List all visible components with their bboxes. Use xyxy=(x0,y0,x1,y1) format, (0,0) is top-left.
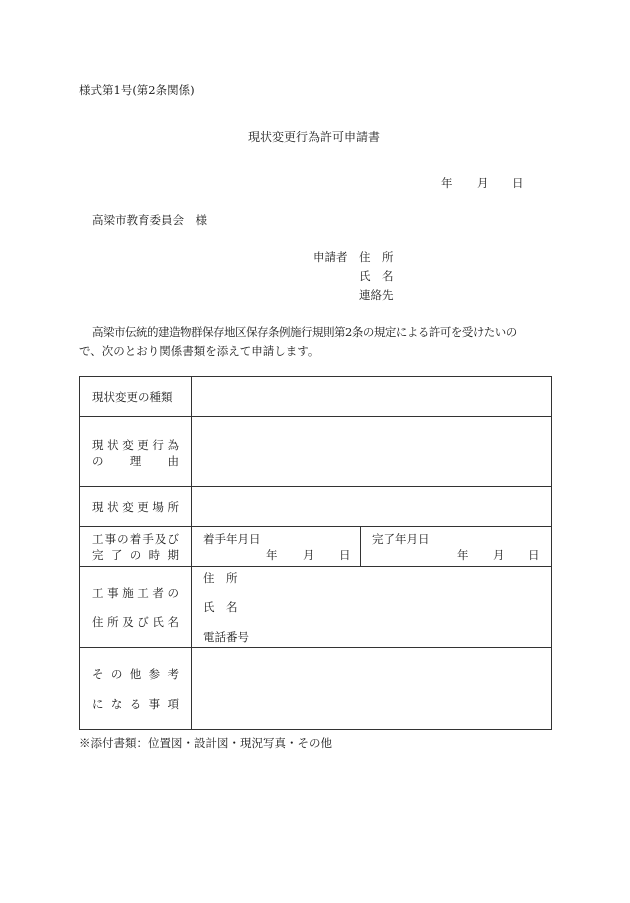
label-char: 状 xyxy=(107,500,119,514)
contractor-address-label: 住 所 xyxy=(203,571,238,585)
row-contractor xyxy=(80,567,552,648)
type-value-cell[interactable] xyxy=(192,377,552,417)
applicant-name-label: 氏 名 xyxy=(359,269,394,283)
reason-label-2-char: の xyxy=(92,454,104,468)
reason-label-1 xyxy=(92,437,179,453)
label-char: 氏 xyxy=(152,615,164,629)
contractor-label-2 xyxy=(92,614,179,630)
end-date-label: 完了年月日 xyxy=(372,532,430,546)
label-char: の xyxy=(117,532,129,546)
label-char: 工 xyxy=(92,532,104,546)
label-char: に xyxy=(92,697,104,711)
row-period xyxy=(80,527,552,567)
applicant-contact-label: 連絡先 xyxy=(359,288,394,302)
end-date-cell[interactable] xyxy=(361,527,552,567)
row-place xyxy=(80,487,552,527)
other-label-1 xyxy=(92,666,179,682)
label-char: 更 xyxy=(137,500,149,514)
label-char: 為 xyxy=(167,438,179,452)
contractor-label-cell xyxy=(80,567,192,648)
label-char: 状 xyxy=(107,438,119,452)
label-char: 時 xyxy=(148,548,161,562)
label-char: 変 xyxy=(122,500,134,514)
applicant-address-label: 住 所 xyxy=(359,250,394,264)
label-char: の xyxy=(167,586,179,600)
label-char: そ xyxy=(92,667,104,681)
label-char: 現 xyxy=(92,500,104,514)
row-reason xyxy=(80,417,552,487)
end-month: 月 xyxy=(493,548,505,562)
row-type xyxy=(80,377,552,417)
label-char: 場 xyxy=(152,500,164,514)
place-value-cell[interactable] xyxy=(192,487,552,527)
reason-label-2 xyxy=(92,453,179,469)
start-day: 日 xyxy=(339,548,351,562)
label-char: 所 xyxy=(167,500,179,514)
start-month: 月 xyxy=(303,548,315,562)
label-char: 期 xyxy=(167,548,179,562)
end-day: 日 xyxy=(528,548,540,562)
label-char: 事 xyxy=(104,532,117,546)
label-char: 工 xyxy=(92,586,104,600)
label-char: 項 xyxy=(167,697,179,711)
label-char: 所 xyxy=(107,615,119,629)
contractor-value-cell[interactable] xyxy=(192,567,552,648)
label-char: 行 xyxy=(152,438,164,452)
label-char: の xyxy=(129,548,142,562)
reason-label-2-char: 理 xyxy=(129,454,142,468)
form-number: 様式第1号(第2条関係) xyxy=(79,83,195,97)
label-char: の xyxy=(110,667,123,681)
type-label: 現状変更の種類 xyxy=(92,390,173,404)
place-label xyxy=(92,499,179,515)
date-year: 年 xyxy=(441,176,453,190)
label-char: 了 xyxy=(110,548,123,562)
label-char: 着 xyxy=(129,532,142,546)
reason-value-cell[interactable] xyxy=(192,417,552,487)
label-char: 事 xyxy=(148,697,161,711)
contractor-name-label: 氏 名 xyxy=(203,600,238,614)
start-year: 年 xyxy=(266,548,278,562)
label-char: な xyxy=(110,697,123,711)
applicant-label: 申請者 xyxy=(313,250,348,264)
label-char: 施 xyxy=(122,586,134,600)
period-label-cell xyxy=(80,527,192,567)
application-table xyxy=(79,376,552,730)
start-date-label: 着手年月日 xyxy=(203,532,261,546)
label-char: 名 xyxy=(167,615,179,629)
label-char: 考 xyxy=(167,667,179,681)
attachments-note: ※添付書類：位置図・設計図・現況写真・その他 xyxy=(79,736,332,750)
date-day: 日 xyxy=(512,176,524,190)
label-char: る xyxy=(129,697,142,711)
other-label-2 xyxy=(92,696,179,712)
label-char: 完 xyxy=(92,548,104,562)
label-char: 及 xyxy=(154,532,167,546)
body-line-2: で、次のとおり関係書類を添えて申請します。 xyxy=(79,344,320,358)
label-char: 及 xyxy=(122,615,134,629)
other-value-cell[interactable] xyxy=(192,648,552,730)
start-date-cell[interactable] xyxy=(192,527,361,567)
label-char: 他 xyxy=(129,667,142,681)
reason-label-cell xyxy=(80,417,192,487)
label-char: 事 xyxy=(107,586,119,600)
label-char: 者 xyxy=(152,586,164,600)
row-other xyxy=(80,648,552,730)
label-char: 変 xyxy=(122,438,134,452)
contractor-label-1 xyxy=(92,585,179,601)
reason-label-2-char: 由 xyxy=(167,454,179,468)
period-label-2 xyxy=(92,547,179,563)
label-char: 参 xyxy=(148,667,161,681)
contractor-phone-label: 電話番号 xyxy=(203,630,249,644)
label-char: 工 xyxy=(137,586,149,600)
label-char: 住 xyxy=(92,615,104,629)
period-label-1 xyxy=(92,531,179,547)
label-char: び xyxy=(167,532,179,546)
body-line-1: 高梁市伝統的建造物群保存地区保存条例施行規則第2条の規定による許可を受けたいの xyxy=(92,325,517,339)
type-label-cell xyxy=(80,377,192,417)
addressee: 高梁市教育委員会 様 xyxy=(92,213,207,227)
document-title: 現状変更行為許可申請書 xyxy=(248,130,381,144)
end-year: 年 xyxy=(457,548,469,562)
label-char: 更 xyxy=(137,438,149,452)
label-char: 現 xyxy=(92,438,104,452)
label-char: び xyxy=(137,615,149,629)
other-label-cell xyxy=(80,648,192,730)
date-month: 月 xyxy=(477,176,489,190)
place-label-cell xyxy=(80,487,192,527)
label-char: 手 xyxy=(142,532,154,546)
